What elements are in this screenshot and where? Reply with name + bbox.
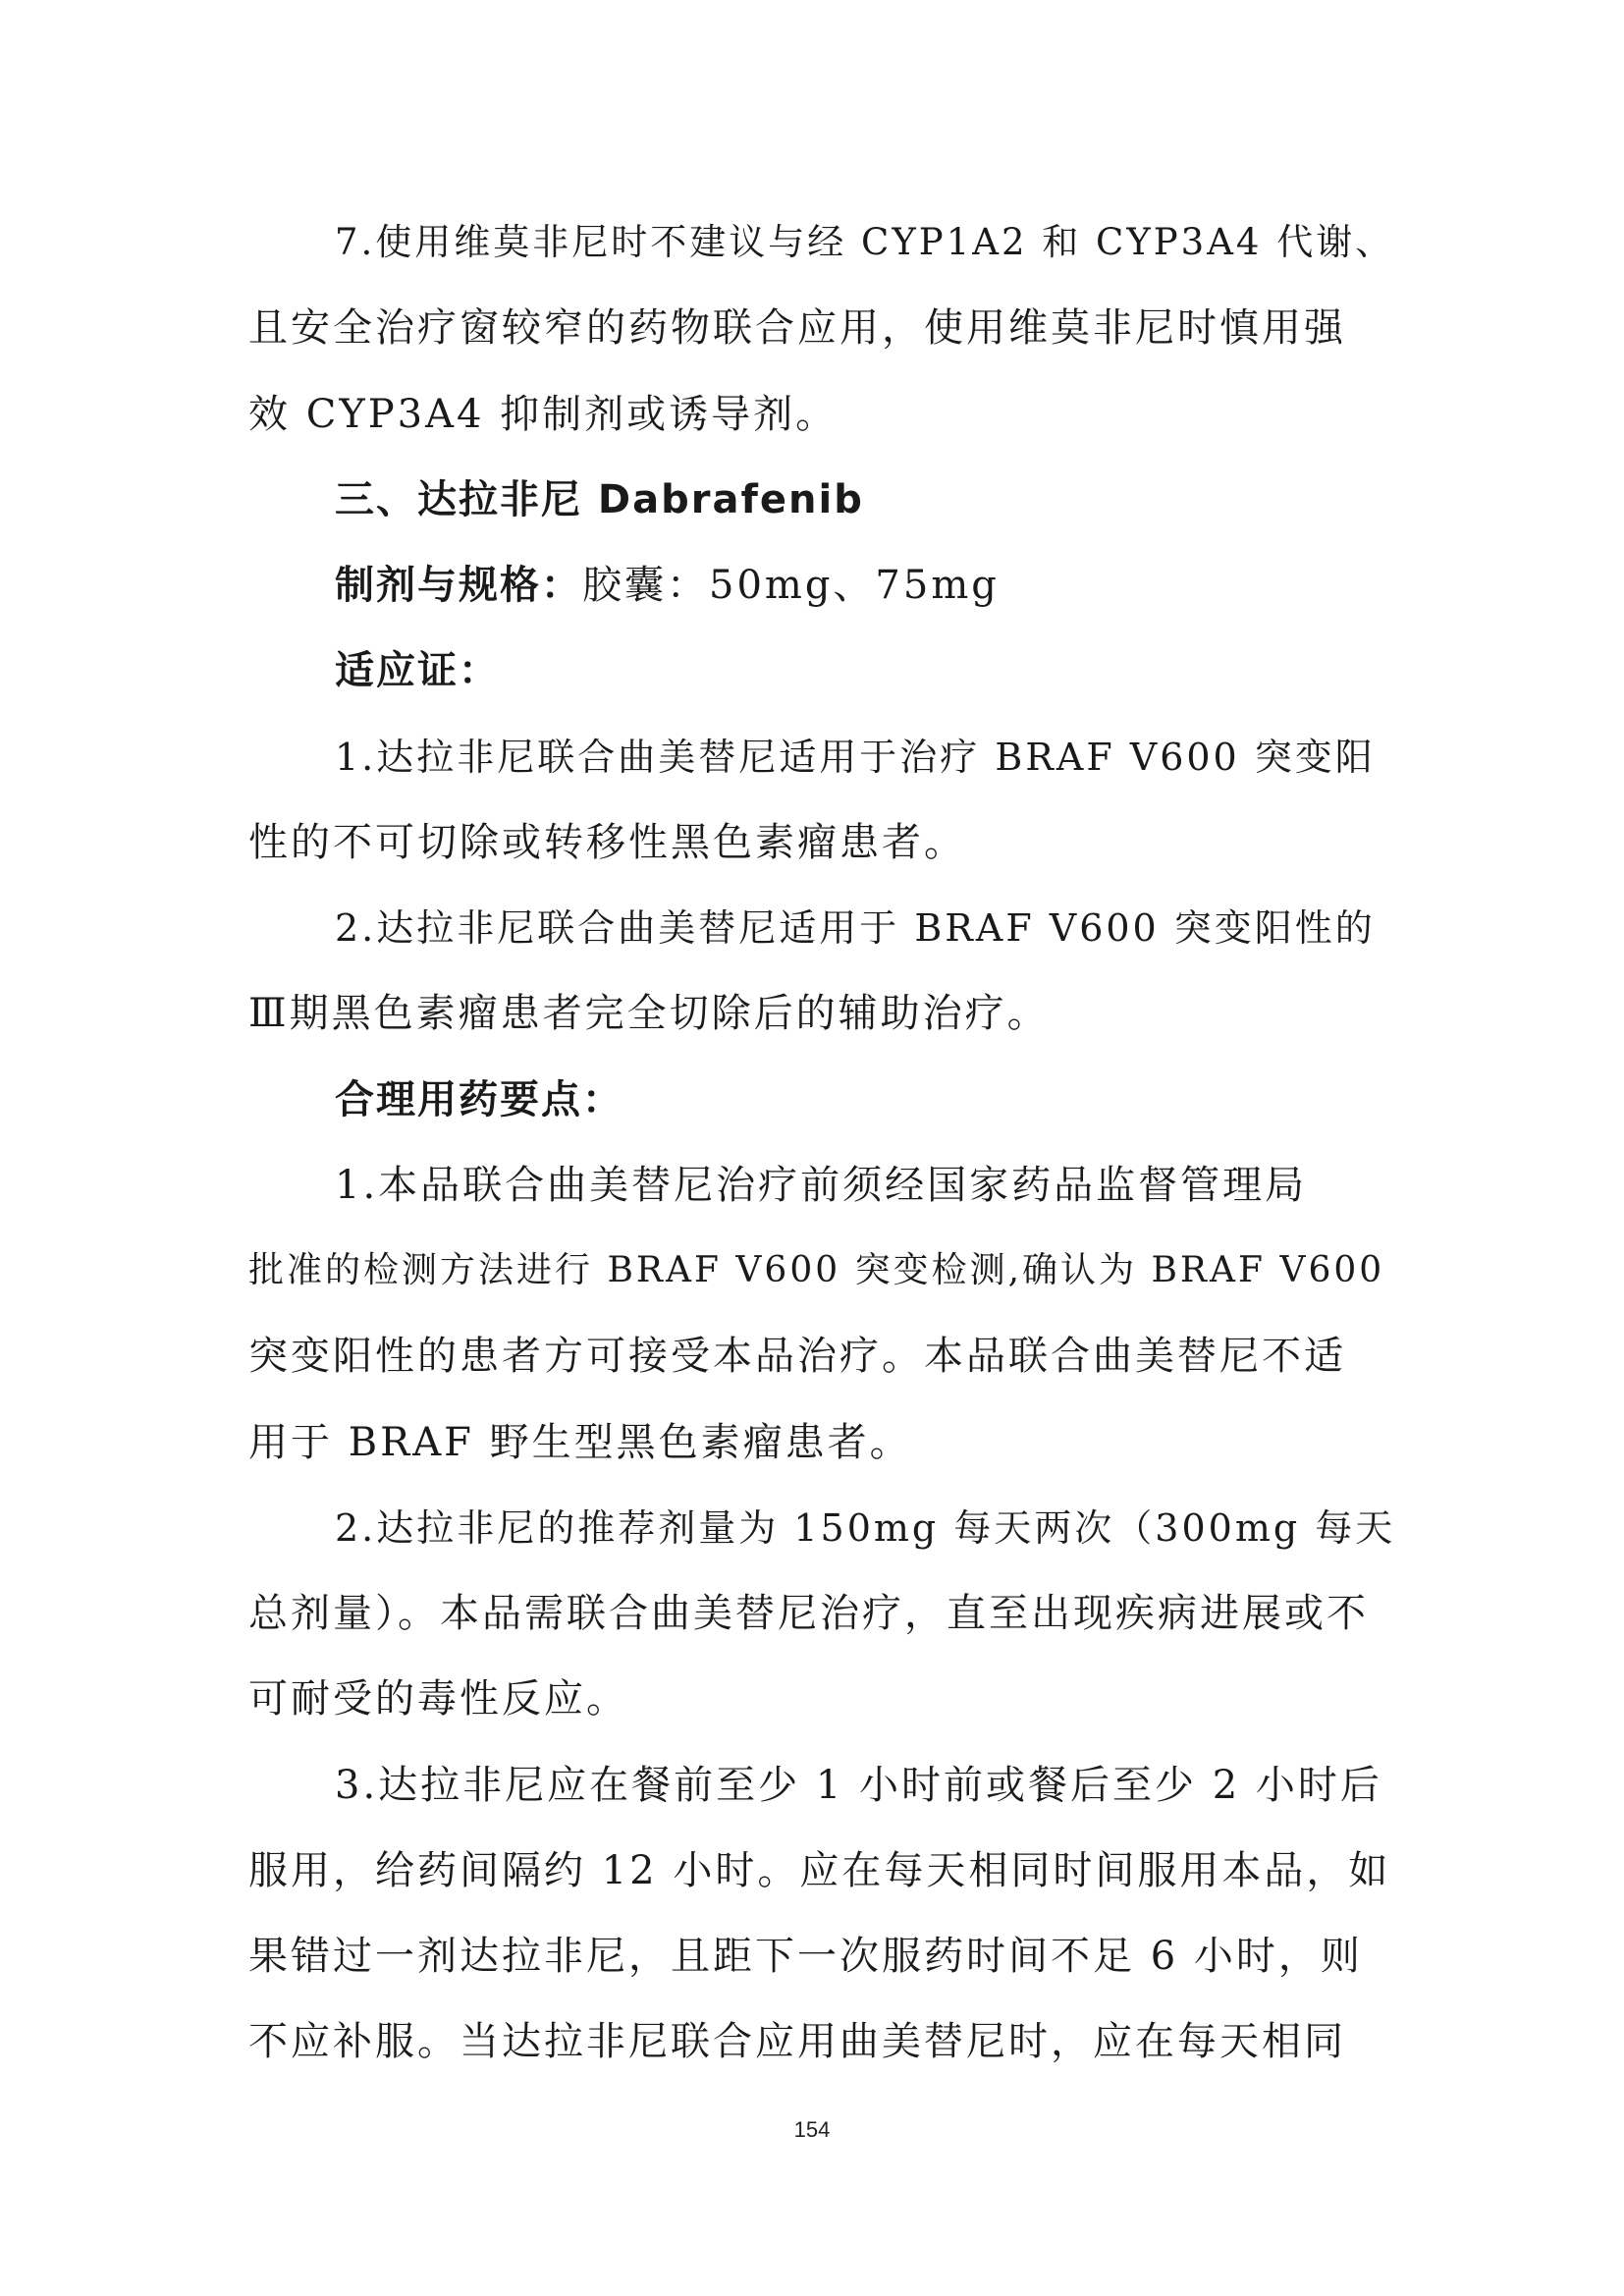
- text-line: 2.达拉非尼的推荐剂量为 150mg 每天两次（300mg 每天: [335, 1506, 1396, 1550]
- formulation-line: [335, 562, 1397, 609]
- text-line: 性的不可切除或转移性黑色素瘤患者。: [248, 820, 966, 865]
- text-line: 可耐受的毒性反应。: [248, 1676, 628, 1722]
- text-line: 且安全治疗窗较窄的药物联合应用，使用维莫非尼时慎用强: [248, 305, 1346, 351]
- text-line: 用于 BRAF 野生型黑色素瘤患者。: [248, 1420, 912, 1465]
- text-line: 服用，给药间隔约 12 小时。应在每天相同时间服用本品，如: [248, 1848, 1391, 1893]
- text-line: 3.达拉非尼应在餐前至少 1 小时前或餐后至少 2 小时后: [335, 1763, 1382, 1808]
- text-line: 7.使用维莫非尼时不建议与经 CYP1A2 和 CYP3A4 代谢、: [335, 221, 1395, 263]
- text-line: 1.本品联合曲美替尼治疗前须经国家药品监督管理局: [335, 1163, 1308, 1208]
- usage-points-heading: 合理用药要点：: [335, 1077, 623, 1122]
- text-line: 总剂量）。本品需联合曲美替尼治疗，直至出现疾病进展或不: [248, 1591, 1369, 1636]
- indications-heading: 适应证：: [335, 648, 500, 693]
- formulation-label: 制剂与规格：: [335, 563, 582, 608]
- text-line: 批准的检测方法进行 BRAF V600 突变检测,确认为 BRAF V600: [248, 1250, 1385, 1290]
- page-number: 154: [793, 2117, 831, 2142]
- text-line: 2.达拉非尼联合曲美替尼适用于 BRAF V600 突变阳性的: [335, 906, 1376, 950]
- text-line: 不应补服。当达拉非尼联合应用曲美替尼时，应在每天相同: [248, 2019, 1346, 2064]
- text-line: 突变阳性的患者方可接受本品治疗。本品联合曲美替尼不适: [248, 1334, 1346, 1379]
- text-line: 效 CYP3A4 抑制剂或诱导剂。: [248, 392, 839, 437]
- formulation-value: 胶囊：50mg、75mg: [582, 563, 1000, 608]
- section-heading: 三、达拉非尼 Dabrafenib: [335, 477, 864, 522]
- text-line: Ⅲ期黑色素瘤患者完全切除后的辅助治疗。: [248, 991, 1050, 1036]
- text-line: 果错过一剂达拉非尼，且距下一次服药时间不足 6 小时，则: [248, 1934, 1363, 1979]
- text-line: 1.达拉非尼联合曲美替尼适用于治疗 BRAF V600 突变阳: [335, 736, 1376, 779]
